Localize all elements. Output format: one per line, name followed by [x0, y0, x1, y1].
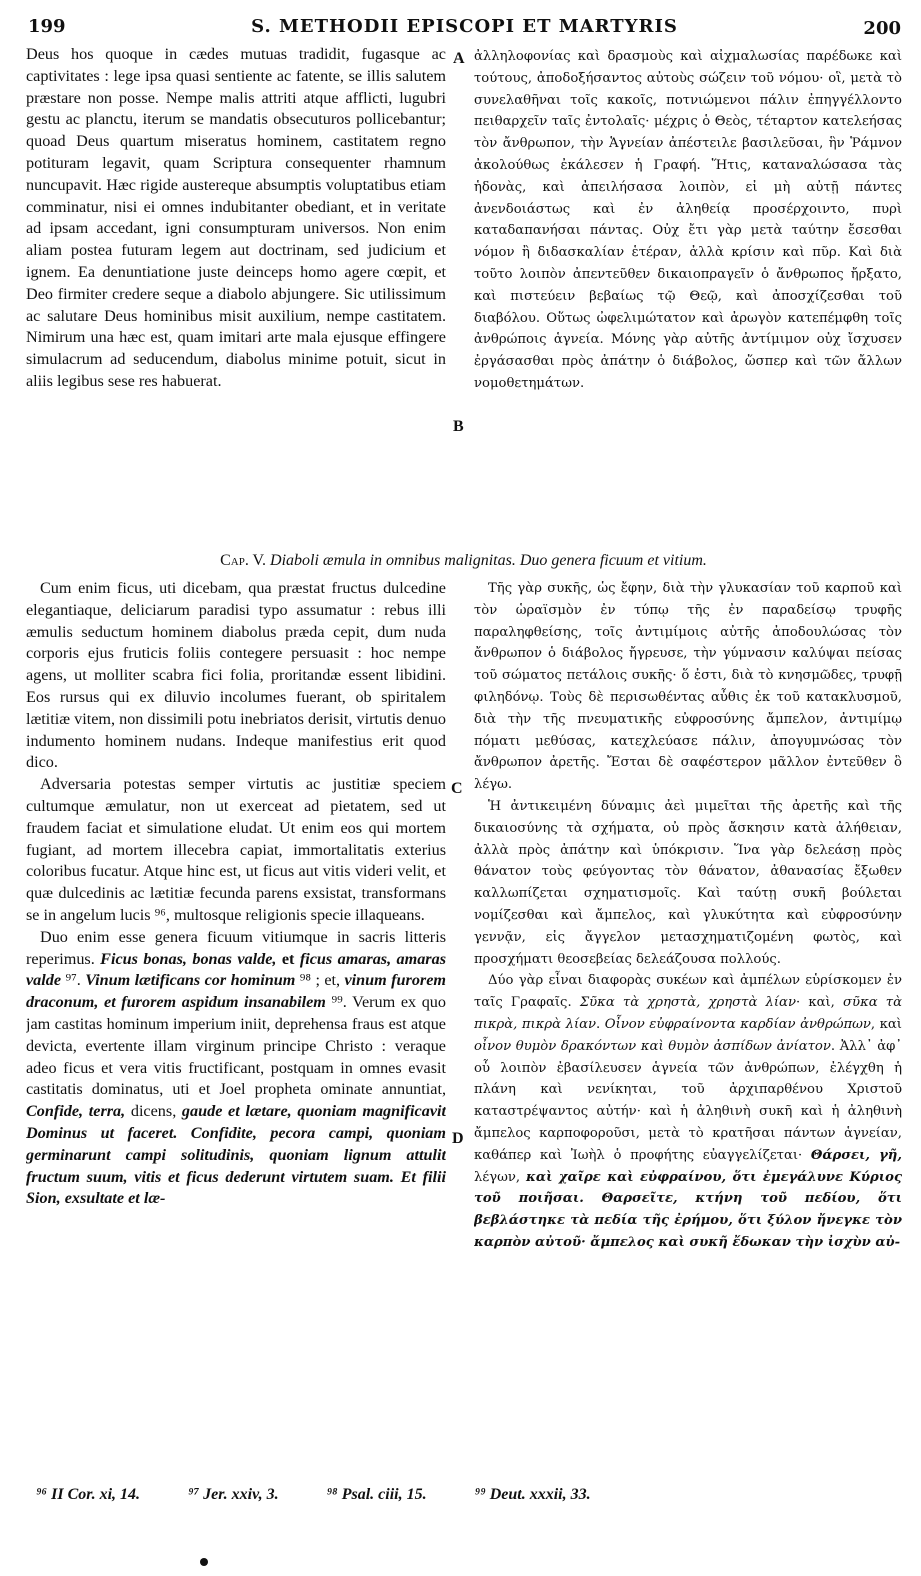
margin-letter-b: B	[453, 418, 464, 435]
text-run: λέγων,	[474, 1169, 527, 1185]
greek-paragraph: Τῆς γὰρ συκῆς, ὡς ἔφην, διὰ τὴν γλυκασίαν τοῦ καρποῦ καὶ τὸν ὡραϊσμὸν ἐν τύπῳ τῆς ἐν παραδείσῳ τρυφῆς παραληφθείσης, τοῖς ἀντιμίμοις αὐτῆς ἀποδουλώσας τὸν ἄνθρωπον ὁ διάβολος ἤγρευσε, τὴν γύμνασιν καλύψαι πείσας τοῦ σώματος πετάλοις συκῆς· ὅ ἐστι, διὰ τὸ κνησμῶδες, τρυφῇ φιληδόνῳ. Τοὺς δὲ περισωθέντας αὖθις ἐκ τοῦ κατακλυσμοῦ, διὰ τὴν τῆς πνευματικῆς εὐφροσύνης ἄμπελον, ἀντιμίμῳ πόματι μεθύσας, κατεχλεύασε πάλιν, ἀπογυμνώσας τὸν ἄνθρωπον ἀρετῆς. Ἔσται δὲ σαφέστερον μᾶλλον ἐντεῦθεν ὃ λέγω.	[474, 581, 902, 793]
text-run: , καὶ	[870, 1016, 902, 1032]
footnotes	[36, 1486, 881, 1504]
running-header	[28, 16, 901, 42]
latin-paragraph: Deus hos quoque in cædes mutuas tradidit, fugasque ac captivitates : lege ipsa quasi sentiente ac fatente, se illis salutem præstare non posse. Nempe malis attriti atque afflicti, lugubri gestu ac planctu, iterum se mandatis obsecuturos pollicebantur; quoad Deus quartum miseratus hominem, castitatem regno potituram legavit, quam Scriptura consequenter rhamnum nuncupavit. Hæc rigide austereque absumptis voluptatibus etiam comminatur, nisi ei omnes indubitanter obediant, et in veritate ad ipsam accedant, igni consumpturam universos. Non enim aliam postea futuram legem aut doctrinam, sed judicium et ignem. Ea denuntiatione juste deinceps homo agere cœpit, et Deo firmiter credere seque a diabolo abjungere. Sic utilissimum ac salutare Deus hominibus misit auxilium, nempe castitatem. Nimirum una hæc est, quam imitari arte mala ejusque effingere simulacrum ad seducendum, diabolus minime potuit, sicut in aliis legibus sese res habuerat.	[26, 45, 446, 390]
quotation: Σῦκα τὰ χρηστὰ, χρηστὰ λίαν	[579, 995, 796, 1011]
chapter-heading	[26, 552, 901, 570]
footnote: ⁹⁹ Deut. xxxii, 33.	[474, 1486, 591, 1503]
text-run: . Ἀλλ᾽ ἀφ᾽ οὗ λοιπὸν ἐβασίλευσεν ἁγνεία τῶν ἀνθρώπων, ἐλέγχθη ἡ πλάνη καὶ νενίκηται, τοῦ ἀρχιπαρθένου Χριστοῦ καταστρέψαντος αὐτήν· καὶ ἡ ἀληθινὴ συκῆ καὶ ἡ ἀληθινὴ ἄμπελος καρποφοροῦσι, μετὰ τὸ κρατῆσαι πάντων ἁγνείαν, καθάπερ καὶ Ἰωὴλ ὁ προφήτης εὐαγγελίζεται·	[474, 1038, 902, 1163]
latin-column-top	[26, 44, 446, 540]
latin-column-bottom	[26, 578, 446, 1474]
chapter-label: Cap. V.	[220, 552, 267, 569]
text-run: .	[596, 1016, 605, 1032]
greek-column-top	[474, 46, 902, 540]
text-run: dicens,	[125, 1102, 182, 1121]
greek-column-bottom	[474, 578, 902, 1474]
quotation: ficus amaras, amaras valde	[26, 949, 446, 990]
page-number-right: 200	[863, 18, 901, 39]
margin-letter-d: D	[452, 1130, 464, 1147]
text-run: ⁹⁸ ; et,	[295, 971, 345, 990]
text-run: Δύο γὰρ εἶναι διαφορὰς συκέων καὶ ἀμπέλων εὑρίσκομεν ἐν ταῖς Γραφαῖς.	[474, 973, 902, 1011]
quotation: Θάρσει, γῆ,	[810, 1147, 902, 1163]
greek-paragraph: ἀλληλοφονίας καὶ δρασμοὺς καὶ αἰχμαλωσίας παρέδωκε καὶ τούτους, ἀποδοξήσαντος αὐτοὺς σώζειν τοῦ νόμου· οἳ, μετὰ τὸ συνελαθῆναι τοῖς κακοῖς, ποτνιώμενοι πάλιν ἐπηγγέλλοντο πειθαρχεῖν ταῖς ἐντολαῖς· μέχρις ὁ Θεὸς, τέταρτον κατελεήσας τὸν ἄνθρωπον, τὴν Ἁγνείαν ἀπέστειλε βασιλεῦσαι, ἣν Ῥάμνον ἀκολούθως ἐκάλεσεν ἡ Γραφή. Ἥτις, καταναλώσασα τὰς ἡδονὰς, καὶ ἀπειλήσασα λοιπὸν, εἰ μὴ αὐτῇ πάντες ἀνενδοιάστως καὶ ἐν ἀληθείᾳ προσέρχοιντο, πυρὶ καταδαπανήσαι πάντας. Οὐχ ἔτι γὰρ μετὰ ταύτην ἔσεσθαι νόμον ἢ διδασκαλίαν ἑτέραν, ἀλλὰ κρίσιν καὶ πῦρ. Καὶ διὰ τοῦτο λοιπὸν ἀπεντεῦθεν δικαιοπραγεῖν ὁ ἄνθρωπος ἤρξατο, καὶ πιστεύειν βεβαίως τῷ Θεῷ, καὶ ἀποσχίζεσθαι τοῦ διαβόλου. Οὕτως ὠφελιμώτατον καὶ ἀρωγὸν κατεπέμφθη τοῖς ἀνθρώποις ἁγνεία. Μόνης γὰρ αὐτῆς ἀντίμιμον οὐχ ἴσχυσεν ἐργάσασθαι πρὸς ἀπάτην ὁ διάβολος, ὥσπερ καὶ τῶν ἄλλων νομοθετημάτων.	[474, 49, 902, 391]
quotation: σῦκα τὰ πικρὰ, πικρὰ λίαν	[474, 995, 902, 1032]
footnote: ⁹⁶ II Cor. xi, 14.	[36, 1486, 141, 1503]
quotation: vinum furorem draconum, et furorem aspidum insanabilem	[26, 971, 446, 1012]
latin-paragraph	[26, 927, 446, 1210]
ink-dot	[200, 1558, 208, 1566]
latin-paragraph: Adversaria potestas semper virtutis ac justitiæ speciem cultumque æmulatur, non ut exerceat ad pietatem, sed ut fraudem faciat et simulatione eludat. Ut enim eos qui mortem fugiant, ad mortem illecebra capiat, immortalitatis exterius coloribus fucatur. Atque hinc est, ut ficus aut vitis videri velit, et quæ dulcedinis ac lætitiæ fecunda parens exsistat, transformans se in angelum lucis ⁹⁶, multosque religionis specie illaqueans.	[26, 775, 446, 924]
quotation: Vinum lætificans cor hominum	[85, 971, 296, 990]
footnote: ⁹⁷ Jer. xxiv, 3.	[188, 1486, 279, 1503]
margin-letter-a: A	[453, 50, 465, 67]
latin-paragraph: Cum enim ficus, uti dicebam, qua præstat fructus dulcedine elegantiaque, deliciarum paradisi typo assumatur : rebus illi æmulis seductum hominem diabolus præda cepit, dum nuda corporis ejus fruticis foliis contegere persuasit : hoc nempe agens, ut molliter scabra fici folia, proritandæ essent libidini. Eos rursus qui ex diluvio incolumes fuerant, ob spiritalem lætitiæ vitem, non dissimili potu inebriatos derisit, virtutis denuo indumento hominem nudans. Indeque manifestius erit quod dico.	[26, 579, 446, 772]
quotation: Οἶνον εὐφραίνοντα καρδίαν ἀνθρώπων	[604, 1016, 871, 1032]
quotation: gaude et lætare, quoniam magnificavit Dominus ut faceret. Confidite, pecora campi, quoniam germinarunt campi solitudinis, quoniam lignum attulit fructum suum, vitis et ficus dederunt virtutem suam. Et filii Sion, exsultate et læ-	[26, 1102, 446, 1208]
text-run: et	[281, 949, 300, 968]
greek-paragraph	[474, 970, 902, 1253]
quotation: Confide, terra,	[26, 1102, 126, 1121]
quotation: Ficus bonas, bonas valde,	[100, 949, 282, 968]
chapter-title: Diaboli æmula in omnibus malignitas. Duo genera ficuum et vitium.	[270, 552, 707, 569]
page-number-left: 199	[28, 16, 66, 37]
running-title: S. METHODII EPISCOPI ET MARTYRIS	[251, 16, 678, 37]
text-run: ⁹⁹. Verum ex quo jam castitas hominum imperium iniit, deprehensa fraus est atque devicta, evertente illam virginum principe Christo : veraque adeo ficus et vera vitis fructificant, postquam in omnes evasit castitatis dominatus, uti et Joel propheta ominate annuntiat,	[26, 993, 446, 1099]
text-run: Duo enim esse genera ficuum vitiumque in sacris litteris reperimus.	[26, 927, 446, 968]
greek-paragraph: Ἡ ἀντικειμένη δύναμις ἀεὶ μιμεῖται τῆς ἀρετῆς καὶ τῆς δικαιοσύνης τὰ σχήματα, οὐ πρὸς ἄσκησιν κατὰ ἀλήθειαν, ἀλλὰ πρὸς ἀπάτην καὶ ὑπόκρισιν. Ἵνα γὰρ δελεάσῃ πρὸς θάνατον τοὺς φεύγοντας τὸν θάνατον, ἀθανασίας ἔξωθεν καλλωπίζεται σχηματισμοῖς. Καὶ ταύτῃ συκῆ βούλεται νομίζεσθαι καὶ ἄμπελος, καὶ γλυκύτητα καὶ εὐφροσύνην γεννᾷν, εἰς ἄγγελον μετασχηματιζομένη φωτὸς, καὶ προσχήματι θεοσεβείας δελεάζουσα πολλούς.	[474, 798, 902, 967]
quotation: οἶνον θυμὸν δρακόντων καὶ θυμὸν ἀσπίδων ἀνίατον	[474, 1038, 831, 1054]
quotation: καὶ χαῖρε καὶ εὐφραίνου, ὅτι ἐμεγάλυνε Κύριος τοῦ ποιῆσαι. Θαρσεῖτε, κτήνη τοῦ πεδίου, ὅτι βεβλάστηκε τὰ πεδία τῆς ἐρήμου, ὅτι ξύλον ἤνεγκε τὸν καρπὸν αὐτοῦ· ἄμπελος καὶ συκῆ ἔδωκαν τὴν ἰσχὺν αὐ-	[474, 1169, 902, 1250]
margin-letter-c: C	[451, 780, 463, 797]
text-run: ⁹⁷.	[61, 971, 86, 990]
text-run: · καὶ,	[795, 995, 844, 1011]
footnote: ⁹⁸ Psal. ciii, 15.	[326, 1486, 427, 1503]
